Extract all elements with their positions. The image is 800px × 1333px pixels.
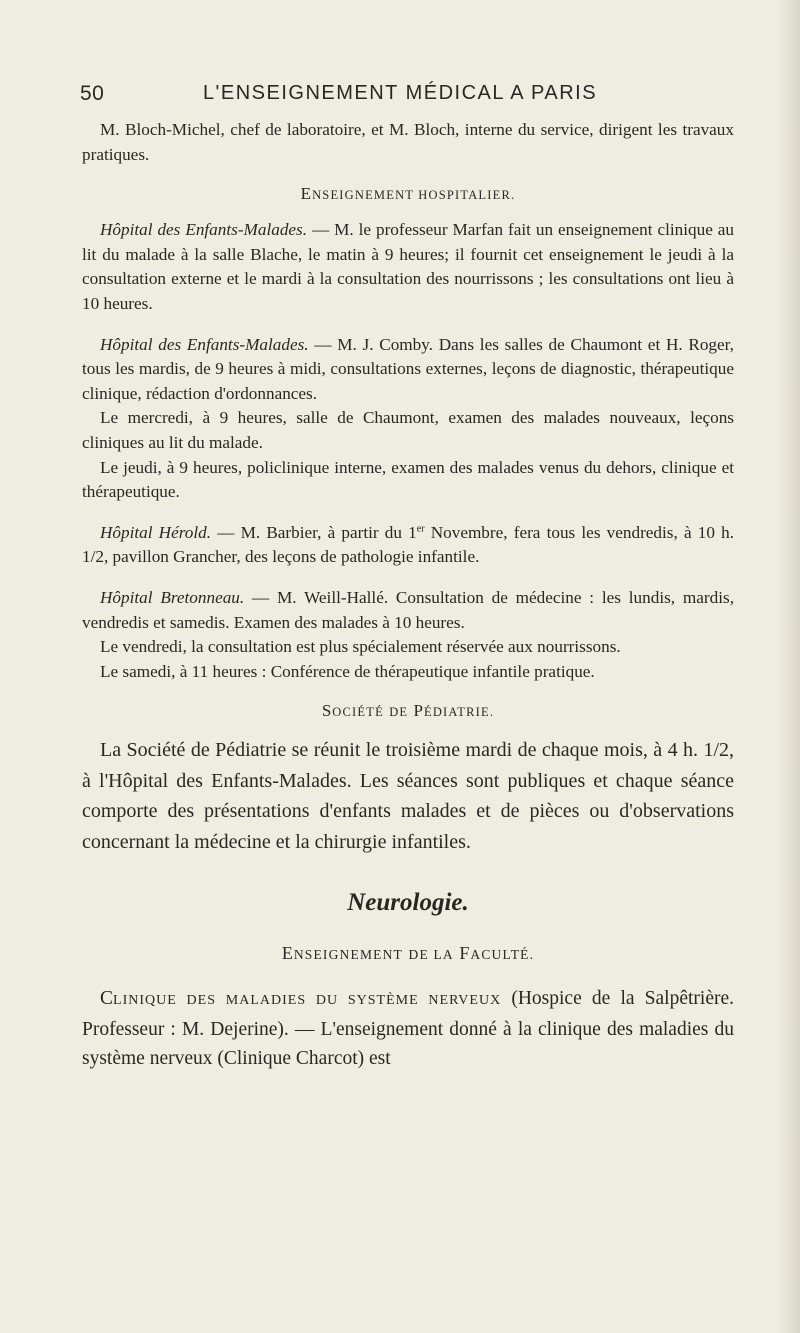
hospital-name: Hôpital Hérold. <box>100 522 212 542</box>
page-header <box>70 82 730 112</box>
hospital-name: Hôpital des Enfants-Malades. <box>100 220 308 240</box>
page-edge-shadow <box>778 0 800 1333</box>
comby-mercredi: Le mercredi, à 9 heures, salle de Chaumont, examen des malades nouveaux, leçons cliniques au lit du malade. <box>82 408 734 452</box>
societe-paragraph: La Société de Pédiatrie se réunit le troisième mardi de chaque mois, à 4 h. 1/2, à l'Hôpital des Enfants-Malades. Les séances sont publiques et chaque séance comporte des présentations d'enfants malades et de pièces ou d'observations concernant la médecine et la chirurgie infantiles. <box>82 739 734 853</box>
clinique-paragraph: CLINIQUE DES MALADIES DU SYSTÈME NERVEUX (Hospice de la Salpêtrière. Professeur : M. Dejerine). — L'enseignement donné à la clinique des maladies du système nerveux (Clinique Charcot) est <box>82 988 735 1070</box>
entry-enfants-malades-comby: Hôpital des Enfants-Malades. — M. J. Comby. Dans les salles de Chaumont et H. Roger, tous les mardis, de 9 heures à midi, consultations externes, leçons de diagnostic, thérapeutique clinique, rédaction d'ordonnances. <box>82 334 734 403</box>
page-body <box>82 118 734 1073</box>
neurologie-heading: Neurologie. <box>347 889 469 917</box>
comby-jeudi: Le jeudi, à 9 heures, policlinique interne, examen des malades venus du dehors, clinique et thérapeutique. <box>82 457 734 502</box>
hospital-name: Hôpital Bretonneau. <box>100 587 245 607</box>
entry-bretonneau: Hôpital Bretonneau. — M. Weill-Hallé. Consultation de médecine : les lundis, mardis, vendredis et samedis. Examen des malades à 10 heures. <box>82 587 734 632</box>
entry-enfants-malades-marfan: Hôpital des Enfants-Malades. — M. le professeur Marfan fait un enseignement clinique au lit du malade à la salle Blache, le matin à 9 heures; il fournit cet enseignement le jeudi à la consultation externe et le mardi à la consultation des nourrissons ; les consultations ont lieu à 10 heures. <box>82 220 734 313</box>
hospital-name: Hôpital des Enfants-Malades. <box>100 334 309 354</box>
section-heading-hospitalier: ENSEIGNEMENT HOSPITALIER. <box>300 184 516 204</box>
intro-paragraph: M. Bloch-Michel, chef de laboratoire, et M. Bloch, interne du service, dirigent les travaux pratiques. <box>82 120 734 164</box>
bretonneau-samedi: Le samedi, à 11 heures : Conférence de thérapeutique infantile pratique. <box>100 661 595 681</box>
running-title: L'ENSEIGNEMENT MÉDICAL A PARIS <box>202 82 598 104</box>
section-heading-societe: SOCIÉTÉ DE PÉDIATRIE. <box>321 701 495 721</box>
entry-herold: Hôpital Hérold. — M. Barbier, à partir du 1er Novembre, fera tous les vendredis, à 10 h. 1/2, pavillon Grancher, des leçons de pathologie infantile. <box>82 522 734 567</box>
section-heading-faculte: ENSEIGNEMENT DE LA FACULTÉ. <box>281 943 535 964</box>
bretonneau-vendredi: Le vendredi, la consultation est plus spécialement réservée aux nourrissons. <box>100 637 621 657</box>
page-number: 50 <box>80 82 105 105</box>
